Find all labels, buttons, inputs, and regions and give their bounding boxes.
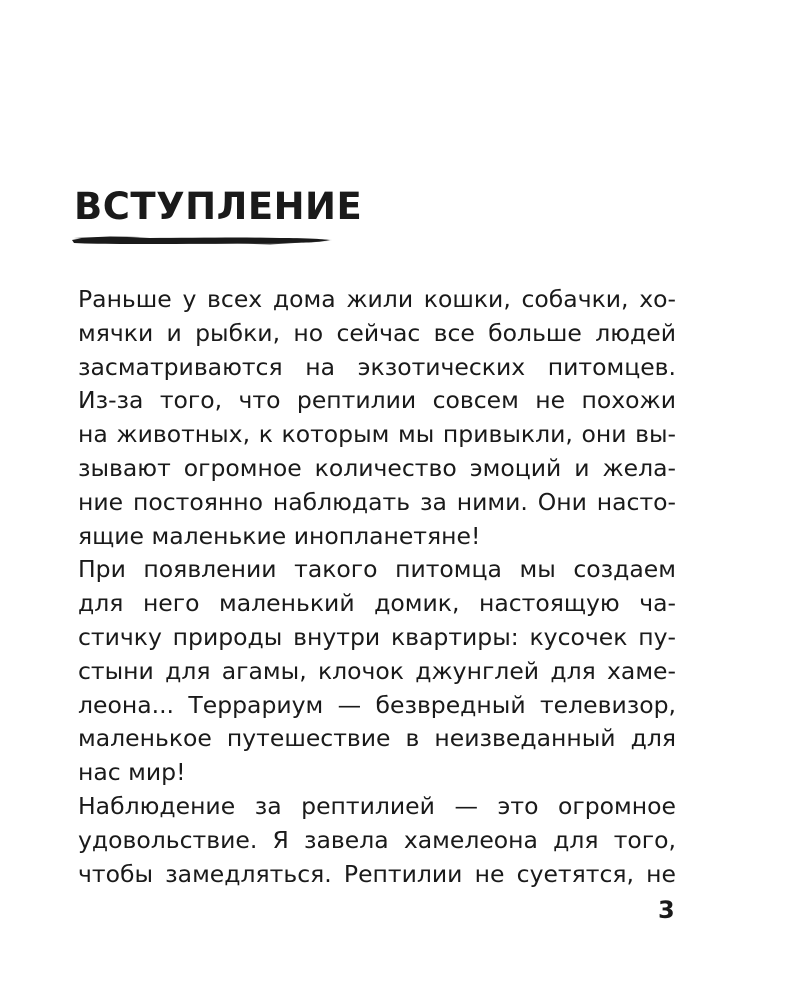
text-line: Из-за того, что рептилии совсем не похожи (78, 386, 676, 415)
text-line: Раньше у всех дома жили кошки, собачки, хо- (78, 285, 676, 313)
text-line: мячки и рыбки, но сейчас все больше людей (78, 318, 676, 347)
text-line: засматриваются на экзотических питомцев. (78, 352, 676, 381)
text-line: стыни для агамы, клочок джунглей для хаме- (78, 656, 676, 685)
text-line: ящие маленькие инопланетяне! (78, 521, 481, 550)
page-number: 3 (658, 896, 675, 924)
text-line: на животных, к которым мы привыкли, они вы- (78, 420, 676, 449)
text-line: леона... Террариум — безвредный телевизор, (78, 690, 676, 719)
body-text (78, 283, 676, 891)
text-line: удовольствие. Я завела хамелеона для того, (78, 825, 676, 854)
chapter-title: ВСТУПЛЕНИЕ (74, 185, 363, 228)
text-line: стичку природы внутри квартиры: кусочек пу- (78, 622, 676, 651)
text-line: маленькое путешествие в неизведанный для (78, 724, 676, 753)
brush-underline (70, 232, 332, 248)
text-line: При появлении такого питомца мы создаем (78, 555, 676, 584)
text-line: ние постоянно наблюдать за ними. Они насто- (78, 487, 676, 516)
text-line: нас мир! (78, 758, 186, 787)
text-line: для него маленький домик, настоящую ча- (78, 589, 676, 618)
text-line: Наблюдение за рептилией — это огромное (78, 791, 676, 820)
text-line: чтобы замедляться. Рептилии не суетятся, не (78, 859, 676, 888)
text-line: зывают огромное количество эмоций и жела- (78, 453, 676, 482)
